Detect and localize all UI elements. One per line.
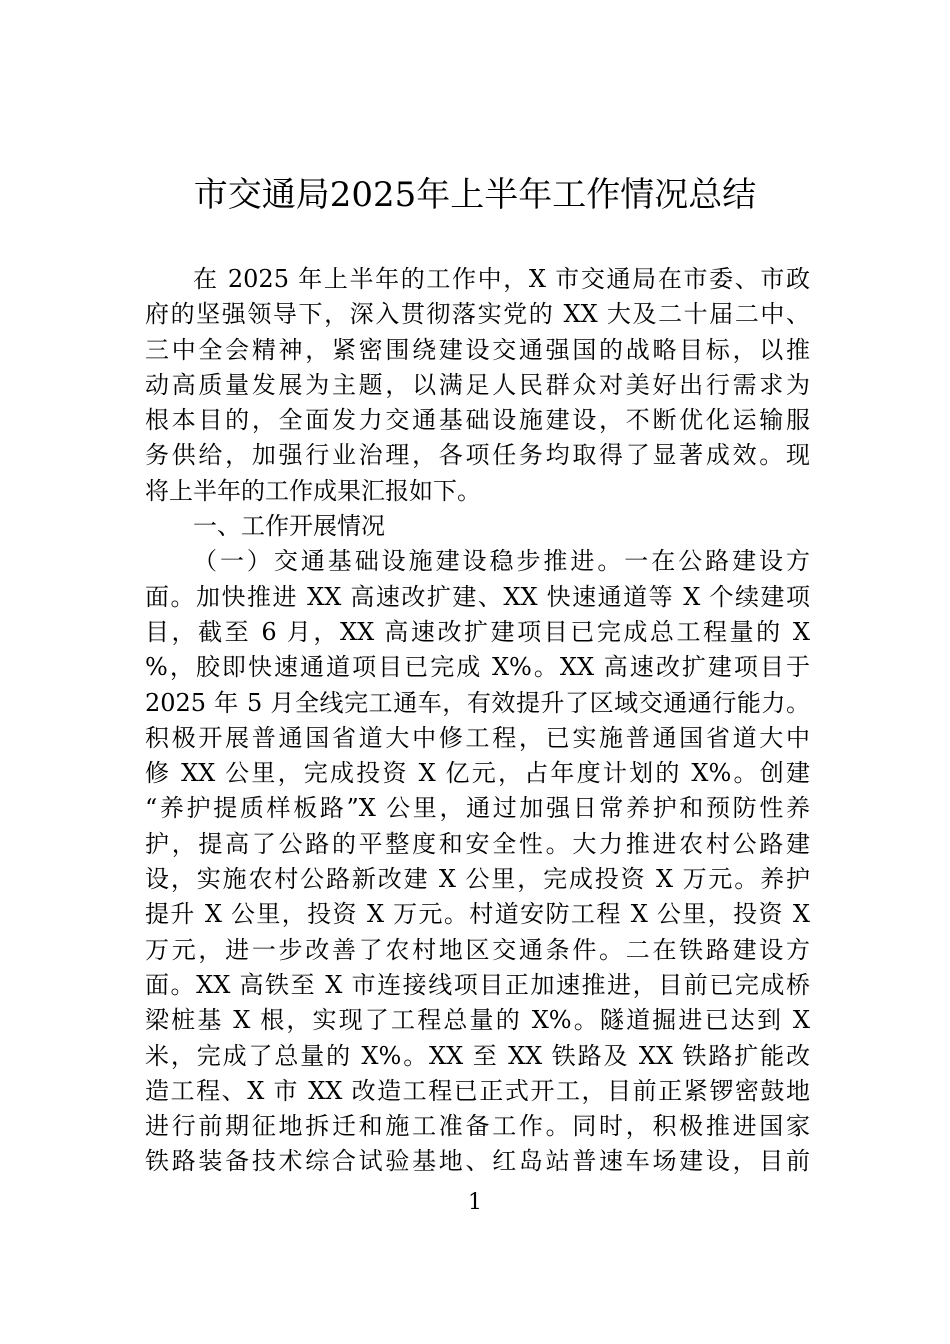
- body-line: 护，提高了公路的平整度和安全性。大力推进农村公路建: [145, 829, 810, 858]
- body-line: 目，截至 6 月，XX 高速改扩建项目已完成总工程量的 X: [145, 617, 810, 646]
- body-line: 2025 年 5 月全线完工通车，有效提升了区域交通通行能力。: [145, 688, 810, 717]
- body-line: %，胶即快速通道项目已完成 X%。XX 高速改扩建项目于: [145, 653, 810, 682]
- document-title: 市交通局2025年上半年工作情况总结: [193, 175, 757, 215]
- page-number: 1: [468, 1190, 482, 1215]
- body-line: 进行前期征地拆迁和施工准备工作。同时，积极推进国家: [145, 1112, 810, 1141]
- body-line: “养护提质样板路”X 公里，通过加强日常养护和预防性养: [145, 794, 810, 823]
- body-line: 府的坚强领导下，深入贯彻落实党的 XX 大及二十届二中、: [145, 300, 810, 329]
- body-line: 面。XX 高铁至 X 市连接线项目正加速推进，目前已完成桥: [145, 970, 810, 999]
- body-line: 梁桩基 X 根，实现了工程总量的 X%。隧道掘进已达到 X: [145, 1006, 810, 1035]
- body-line: 提升 X 公里，投资 X 万元。村道安防工程 X 公里，投资 X: [145, 900, 810, 929]
- body-line: 三中全会精神，紧密围绕建设交通强国的战略目标，以推: [145, 335, 810, 364]
- section-heading: 一、工作开展情况: [193, 512, 385, 541]
- body-line: 根本目的，全面发力交通基础设施建设，不断优化运输服: [145, 406, 810, 435]
- body-line: （一）交通基础设施建设稳步推进。一在公路建设方: [193, 547, 810, 576]
- body-line: 造工程、X 市 XX 改造工程已正式开工，目前正紧锣密鼓地: [145, 1076, 810, 1105]
- body-line: 务供给，加强行业治理，各项任务均取得了显著成效。现: [145, 441, 810, 470]
- body-line: 铁路装备技术综合试验基地、红岛站普速车场建设，目前: [145, 1147, 810, 1176]
- body-line: 设，实施农村公路新改建 X 公里，完成投资 X 万元。养护: [145, 865, 810, 894]
- body-line: 面。加快推进 XX 高速改扩建、XX 快速通道等 X 个续建项: [145, 582, 810, 611]
- body-line: 积极开展普通国省道大中修工程，已实施普通国省道大中: [145, 723, 810, 752]
- body-line: 万元，进一步改善了农村地区交通条件。二在铁路建设方: [145, 935, 810, 964]
- body-line: 在 2025 年上半年的工作中，X 市交通局在市委、市政: [193, 265, 810, 293]
- body-line: 将上半年的工作成果汇报如下。: [145, 476, 481, 505]
- body-line: 动高质量发展为主题，以满足人民群众对美好出行需求为: [145, 370, 810, 399]
- document-body: [145, 262, 810, 1180]
- body-line: 米，完成了总量的 X%。XX 至 XX 铁路及 XX 铁路扩能改: [145, 1041, 810, 1070]
- body-line: 修 XX 公里，完成投资 X 亿元，占年度计划的 X%。创建: [145, 759, 810, 788]
